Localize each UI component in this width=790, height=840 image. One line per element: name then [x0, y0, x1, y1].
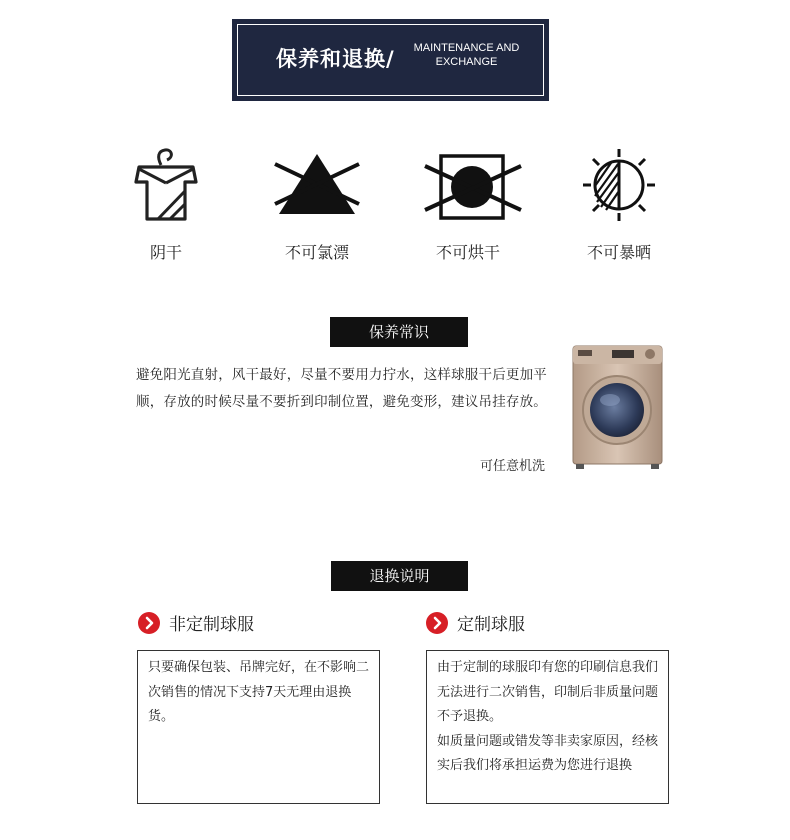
no-tumble-dry-icon — [423, 152, 523, 224]
care-label-no-sun: 不可暴晒 — [586, 243, 651, 262]
no-bleach-icon — [272, 150, 362, 218]
chevron-right-icon — [426, 612, 448, 634]
care-label-hang-dry: 阴干 — [149, 243, 182, 262]
non-custom-title: 非定制球服 — [169, 615, 254, 635]
banner-title-cn: 保养和退换/ — [276, 47, 395, 71]
care-tips-text: 避免阳光直射，风干最好，尽量不要用力拧水，这样球服干后更加平顺，存放的时候尽量不要折到印制位置，避免变形，建议吊挂存放。 — [136, 367, 547, 410]
no-sun-exposure-icon — [578, 146, 660, 224]
non-custom-section-header — [138, 610, 254, 635]
return-policy-heading: 退换说明 — [331, 561, 468, 591]
header-banner — [232, 19, 549, 101]
hang-dry-icon — [130, 147, 202, 223]
custom-title: 定制球服 — [457, 615, 525, 635]
non-custom-policy-box — [137, 650, 380, 804]
custom-policy-text-2: 如质量问题或错发等非卖家原因，经核实后我们将承担运费为您进行退换 — [437, 733, 659, 773]
custom-policy-text-1: 由于定制的球服印有您的印刷信息我们无法进行二次销售，印制后非质量问题不予退换。 — [437, 660, 659, 724]
custom-policy-box — [426, 650, 669, 804]
chevron-right-icon — [138, 612, 160, 634]
care-label-no-bleach: 不可氯漂 — [284, 243, 349, 262]
washing-machine-icon — [572, 344, 664, 470]
care-tips-heading: 保养常识 — [330, 317, 468, 347]
non-custom-policy-text: 只要确保包装、吊牌完好，在不影响二次销售的情况下支持7天无理由退换货。 — [148, 660, 370, 724]
care-label-no-tumble-dry: 不可烘干 — [435, 243, 500, 262]
washer-caption: 可任意机洗 — [480, 459, 546, 474]
custom-section-header — [426, 610, 525, 635]
banner-title-en: MAINTENANCE AND EXCHANGE — [413, 42, 520, 68]
